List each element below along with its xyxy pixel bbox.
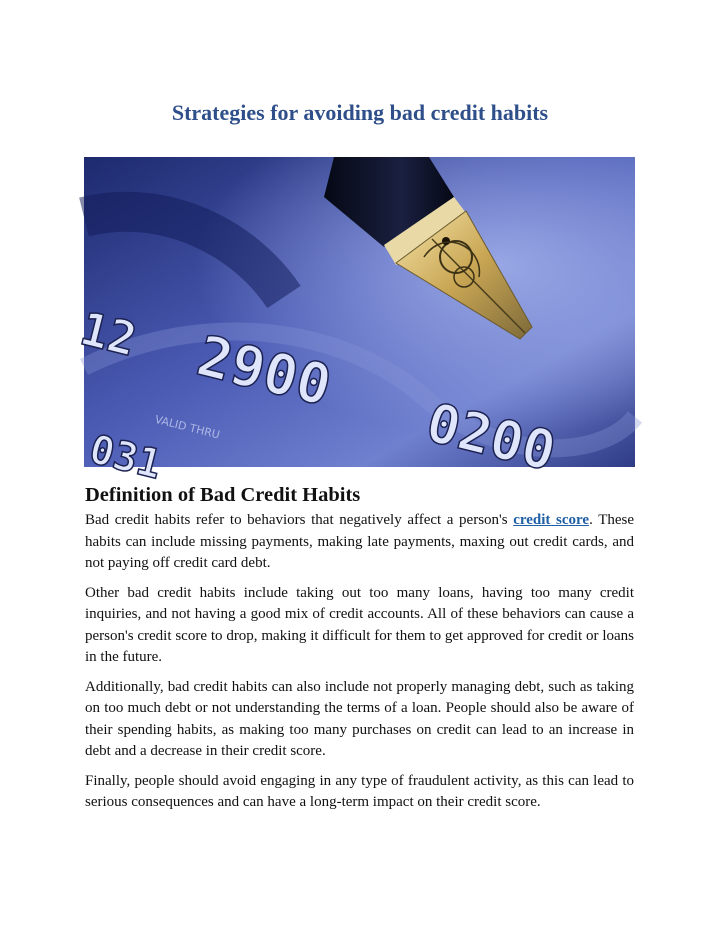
paragraph-3: Additionally, bad credit habits can also include not properly managing debt, such as taking on too much debt or not understanding the terms of a loan. People should also be aware of their spending habits, as making too many purchases on credit can lead to an increase in debt and a decrease in their credit score. (85, 678, 634, 759)
paragraph-2: Other bad credit habits include taking out too many loans, having too many credit inquiries, and not having a good mix of credit accounts. All of these behaviors can cause a person's credit score to drop, making it difficult for them to get approved for credit or loans in the future. (85, 584, 634, 665)
paragraph-1-text-end: . These habits can include missing payments, making late payments, maxing out credit cards, and not paying off credit card debt. (85, 512, 635, 571)
valid-thru-label: VALID THRU (153, 412, 222, 442)
card-number-right: 0200 (420, 390, 562, 484)
card-number-middle: 2900 (190, 323, 338, 420)
card-number-left: 12 (75, 301, 142, 367)
paragraph-4: Finally, people should avoid engaging in any type of fraudulent activity, as this can lead to serious consequences and can have a long-term impact on their credit score. (85, 772, 634, 810)
article-body (85, 510, 634, 822)
hero-image (75, 157, 635, 489)
paragraph-1-text: Bad credit habits refer to behaviors that negatively affect a person's (85, 512, 514, 528)
credit-card-pen-illustration (75, 157, 635, 489)
section-heading: Definition of Bad Credit Habits (85, 484, 361, 506)
credit-score-link[interactable]: credit score (513, 512, 590, 528)
page-title: Strategies for avoiding bad credit habits (171, 100, 549, 125)
card-number-bottom: 031 (84, 426, 167, 489)
paragraph-1 (85, 510, 634, 575)
